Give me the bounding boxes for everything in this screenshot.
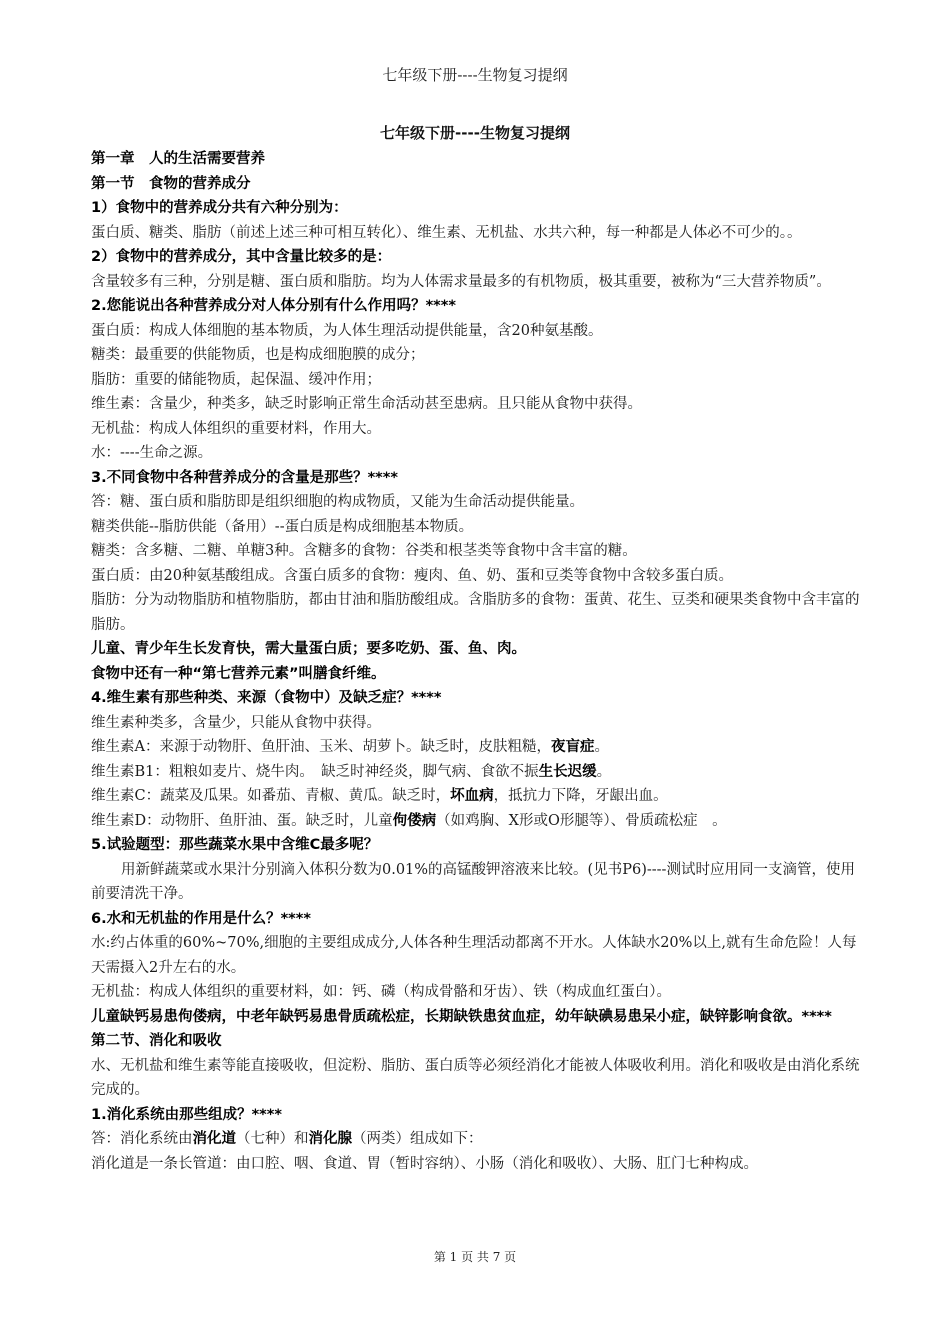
question-heading: 4.维生素有那些种类、来源（食物中）及缺乏症？**** bbox=[91, 690, 442, 706]
emphasis: 坏血病 bbox=[450, 788, 494, 804]
paragraph: 脂肪：分为动物脂肪和植物脂肪，都由甘油和脂肪酸组成。含脂肪多的食物：蛋黄、花生、豆类和硬果类食物中含丰富的脂肪。 bbox=[91, 592, 860, 633]
bold-note: 儿童、青少年生长发育快，需大量蛋白质；要多吃奶、蛋、鱼、肉。 bbox=[91, 641, 526, 657]
text-run: 维生素A：来源于动物肝、鱼肝油、玉米、胡萝卜。缺乏时，皮肤粗糙， bbox=[91, 739, 551, 755]
paragraph: 水：----生命之源。 bbox=[91, 445, 213, 461]
bold-note: 儿童缺钙易患佝偻病，中老年缺钙易患骨质疏松症，长期缺铁患贫血症，幼年缺碘易患呆小症，缺锌影响食欲。**** bbox=[91, 1008, 832, 1025]
paragraph: 蛋白质：构成人体细胞的基本物质，为人体生理活动提供能量，含20种氨基酸。 bbox=[91, 322, 603, 339]
paragraph: 糖类供能--脂肪供能（备用）--蛋白质是构成细胞基本物质。 bbox=[91, 518, 474, 535]
bold-note: 食物中还有一种“第七营养元素”叫膳食纤维。 bbox=[91, 665, 386, 682]
paragraph bbox=[91, 784, 863, 809]
paragraph: 蛋白质：由20种氨基酸组成。含蛋白质多的食物：瘦肉、鱼、奶、蛋和豆类等食物中含较多蛋白质。 bbox=[91, 567, 733, 584]
paragraph bbox=[91, 809, 863, 834]
text-run: （如鸡胸、X形或O形腿等）、骨质疏松症 。 bbox=[436, 812, 727, 829]
paragraph: 维生素种类多，含量少，只能从食物中获得。 bbox=[91, 714, 381, 731]
question-heading: 6.水和无机盐的作用是什么？**** bbox=[91, 910, 311, 927]
question-heading: 3.不同食物中各种营养成分的含量是那些？**** bbox=[91, 469, 398, 486]
text-run: （七种）和 bbox=[236, 1131, 309, 1147]
emphasis: 消化腺 bbox=[308, 1131, 352, 1147]
page-header-title: 七年级下册----生物复习提纲 bbox=[382, 66, 568, 84]
paragraph: 无机盐：构成人体组织的重要材料，作用大。 bbox=[91, 420, 381, 437]
paragraph: 维生素：含量少，种类多，缺乏时影响正常生命活动甚至患病。且只能从食物中获得。 bbox=[91, 396, 642, 412]
section-heading: 第二节、消化和吸收 bbox=[91, 1033, 222, 1049]
paragraph: 糖类：最重要的供能物质，也是构成细胞膜的成分； bbox=[91, 347, 425, 363]
text-run: 维生素C：蔬菜及瓜果。如番茄、青椒、黄瓜。缺乏时， bbox=[91, 788, 451, 804]
text-run: 维生素D：动物肝、鱼肝油、蛋。缺乏时，儿童 bbox=[91, 812, 393, 829]
question-heading: 5.试验题型：那些蔬菜水果中含维C最多呢？ bbox=[91, 837, 379, 853]
paragraph bbox=[91, 1127, 863, 1152]
page-footer: 第 1 页 共 7 页 bbox=[433, 1250, 517, 1264]
document-title: 七年级下册----生物复习提纲 bbox=[380, 124, 570, 142]
paragraph: 消化道是一条长管道：由口腔、咽、食道、胃（暂时容纳）、小肠（消化和吸收）、大肠、肛门七种构成。 bbox=[91, 1155, 758, 1172]
paragraph: 糖类：含多糖、二糖、单糖3种。含糖多的食物：谷类和根茎类等食物中含丰富的糖。 bbox=[91, 543, 637, 559]
paragraph bbox=[91, 760, 863, 785]
emphasis: 生长迟缓 bbox=[538, 763, 597, 780]
text-run: （两类）组成如下： bbox=[352, 1131, 483, 1147]
section-heading: 第一节 食物的营养成分 bbox=[91, 175, 251, 192]
text-run: 。 bbox=[594, 739, 609, 755]
question-heading: 2）食物中的营养成分，其中含量比较多的是： bbox=[91, 249, 392, 265]
chapter-heading: 第一章 人的生活需要营养 bbox=[91, 151, 265, 167]
question-heading: 1）食物中的营养成分共有六种分别为： bbox=[91, 200, 348, 216]
paragraph: 水、无机盐和维生素等能直接吸收，但淀粉、脂肪、蛋白质等必须经消化才能被人体吸收利用。消化和吸收是由消化系统完成的。 bbox=[91, 1057, 860, 1098]
emphasis: 佝偻病 bbox=[392, 812, 437, 829]
paragraph: 无机盐：构成人体组织的重要材料，如：钙、磷（构成骨骼和牙齿）、铁（构成血红蛋白）。 bbox=[91, 984, 671, 1000]
text-run: 。 bbox=[596, 763, 612, 780]
question-heading: 1.消化系统由那些组成？**** bbox=[91, 1106, 282, 1123]
text-run: 维生素B1：粗粮如麦片、烧牛肉。 缺乏时神经炎，脚气病、食欲不振 bbox=[91, 763, 539, 780]
question-heading: 2.您能说出各种营养成分对人体分别有什么作用吗？**** bbox=[91, 298, 456, 314]
paragraph: 含量较多有三种，分别是糖、蛋白质和脂肪。均为人体需求量最多的有机物质，极其重要，被称为“三大营养物质”。 bbox=[91, 273, 831, 290]
document-body bbox=[91, 147, 863, 1176]
paragraph bbox=[91, 735, 863, 760]
paragraph: 蛋白质、糖类、脂肪（前述上述三种可相互转化）、维生素、无机盐、水共六种，每一种都是人体必不可少的。。 bbox=[91, 224, 802, 241]
paragraph: 答：糖、蛋白质和脂肪即是组织细胞的构成物质，又能为生命活动提供能量。 bbox=[91, 494, 584, 510]
text-run: 答：消化系统由 bbox=[91, 1131, 193, 1147]
emphasis: 消化道 bbox=[192, 1131, 236, 1147]
paragraph: 水:约占体重的60%~70%,细胞的主要组成成分,人体各种生理活动都离不开水。人体缺水20%以上,就有生命危险！人每天需摄入2升左右的水。 bbox=[91, 935, 857, 976]
text-run: ，抵抗力下降，牙龈出血。 bbox=[493, 788, 668, 804]
paragraph: 用新鲜蔬菜或水果汁分别滴入体积分数为0.01%的高锰酸钾溶液来比较。(见书P6)----测试时应用同一支滴管，使用前要清洗干净。 bbox=[91, 861, 855, 902]
emphasis: 夜盲症 bbox=[550, 739, 595, 755]
paragraph: 脂肪：重要的储能物质，起保温、缓冲作用； bbox=[91, 371, 381, 388]
